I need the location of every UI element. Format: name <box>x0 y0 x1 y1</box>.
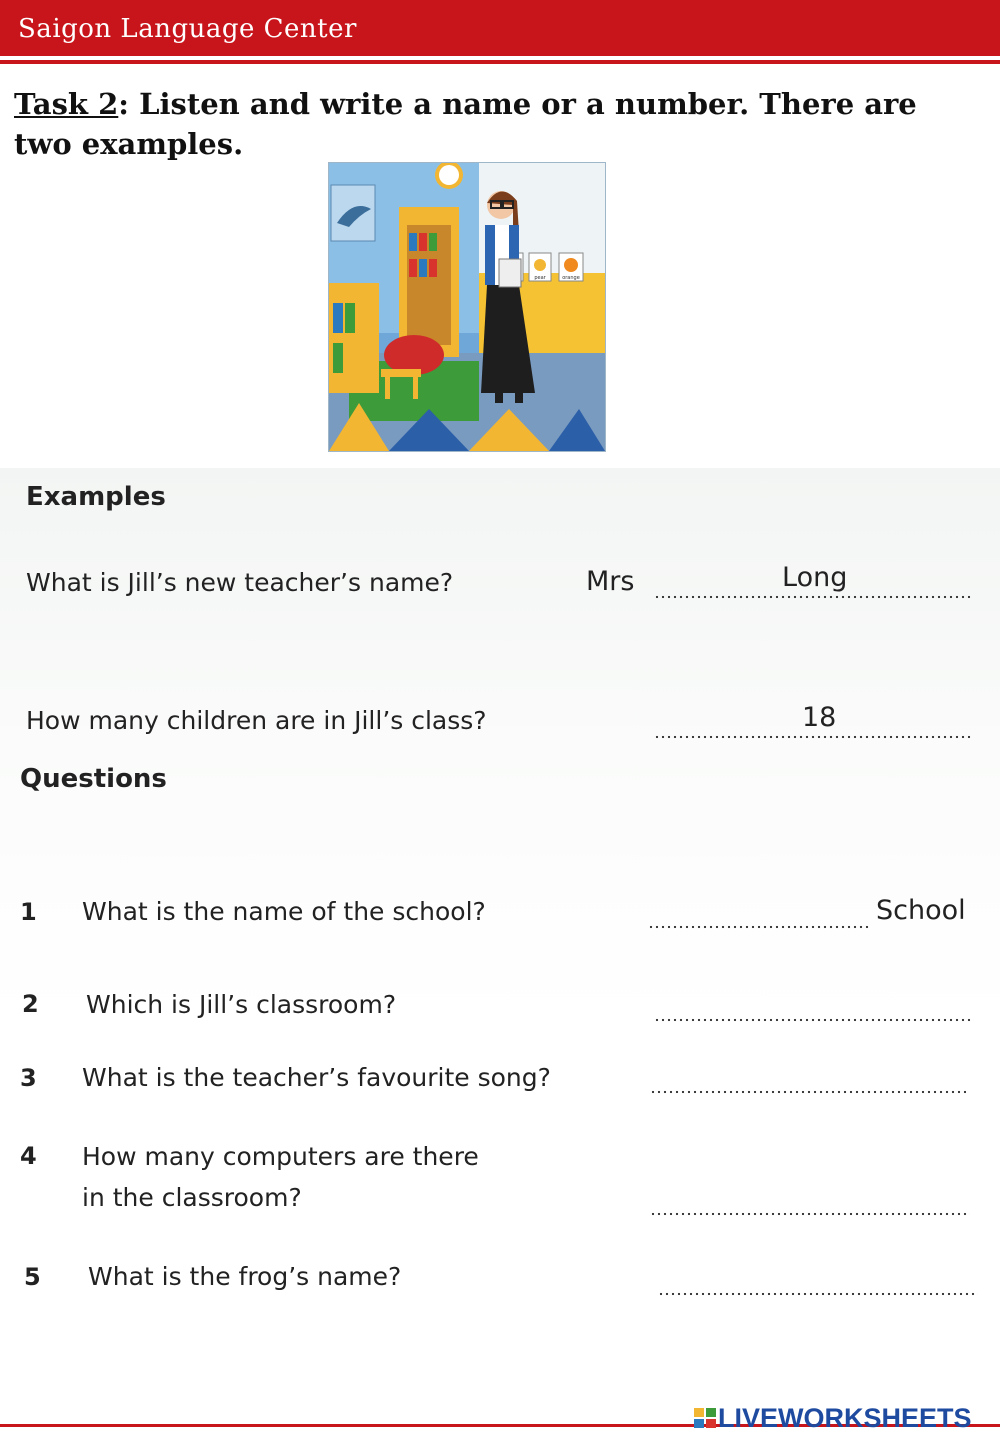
header-title: Saigon Language Center <box>18 14 357 44</box>
answer-field-1[interactable] <box>648 925 870 929</box>
question-number-4: 4 <box>20 1142 37 1170</box>
question-2: Which is Jill’s classroom? <box>86 990 397 1019</box>
poster-label-pear: pear <box>534 275 546 281</box>
question-4-line-1: How many computers are there <box>82 1142 479 1171</box>
question-1: What is the name of the school? <box>82 897 486 926</box>
poster-label-orange: orange <box>562 275 580 281</box>
question-number-1: 1 <box>20 898 37 926</box>
answer-field-2[interactable] <box>654 1018 974 1022</box>
liveworksheets-brand[interactable] <box>694 1403 972 1433</box>
answer-suffix-1: School <box>876 895 966 926</box>
example-answer-2: 18 <box>802 702 837 733</box>
question-5: What is the frog’s name? <box>88 1262 402 1291</box>
question-3: What is the teacher’s favourite song? <box>82 1063 551 1092</box>
question-number-3: 3 <box>20 1064 37 1092</box>
example-answer-1: Long <box>782 562 848 593</box>
example-answer-line-2 <box>654 735 972 739</box>
answer-field-4[interactable] <box>650 1212 970 1216</box>
examples-heading: Examples <box>26 482 166 512</box>
header-bar <box>0 0 1000 56</box>
question-number-5: 5 <box>24 1263 41 1291</box>
answer-field-5[interactable] <box>658 1292 978 1296</box>
questions-heading: Questions <box>20 764 167 794</box>
example-answer-prefix: Mrs <box>586 566 635 597</box>
task-label: Task 2 <box>14 87 119 121</box>
liveworksheets-logo-icon <box>694 1406 716 1430</box>
classroom-scene-image <box>329 163 605 451</box>
question-number-2: 2 <box>22 990 39 1018</box>
question-4-line-2: in the classroom? <box>82 1183 302 1212</box>
task-instruction <box>14 84 974 164</box>
example-question-2: How many children are in Jill’s class? <box>26 706 487 735</box>
answer-field-3[interactable] <box>650 1090 966 1094</box>
example-question-1: What is Jill’s new teacher’s name? <box>26 568 454 597</box>
example-answer-line-1 <box>654 595 972 599</box>
liveworksheets-wordmark: LIVEWORKSHEETS <box>718 1402 972 1433</box>
header-rule <box>0 60 1000 64</box>
classroom-illustration <box>328 162 606 452</box>
task-text: : Listen and write a name or a number. There are two examples. <box>14 87 917 161</box>
